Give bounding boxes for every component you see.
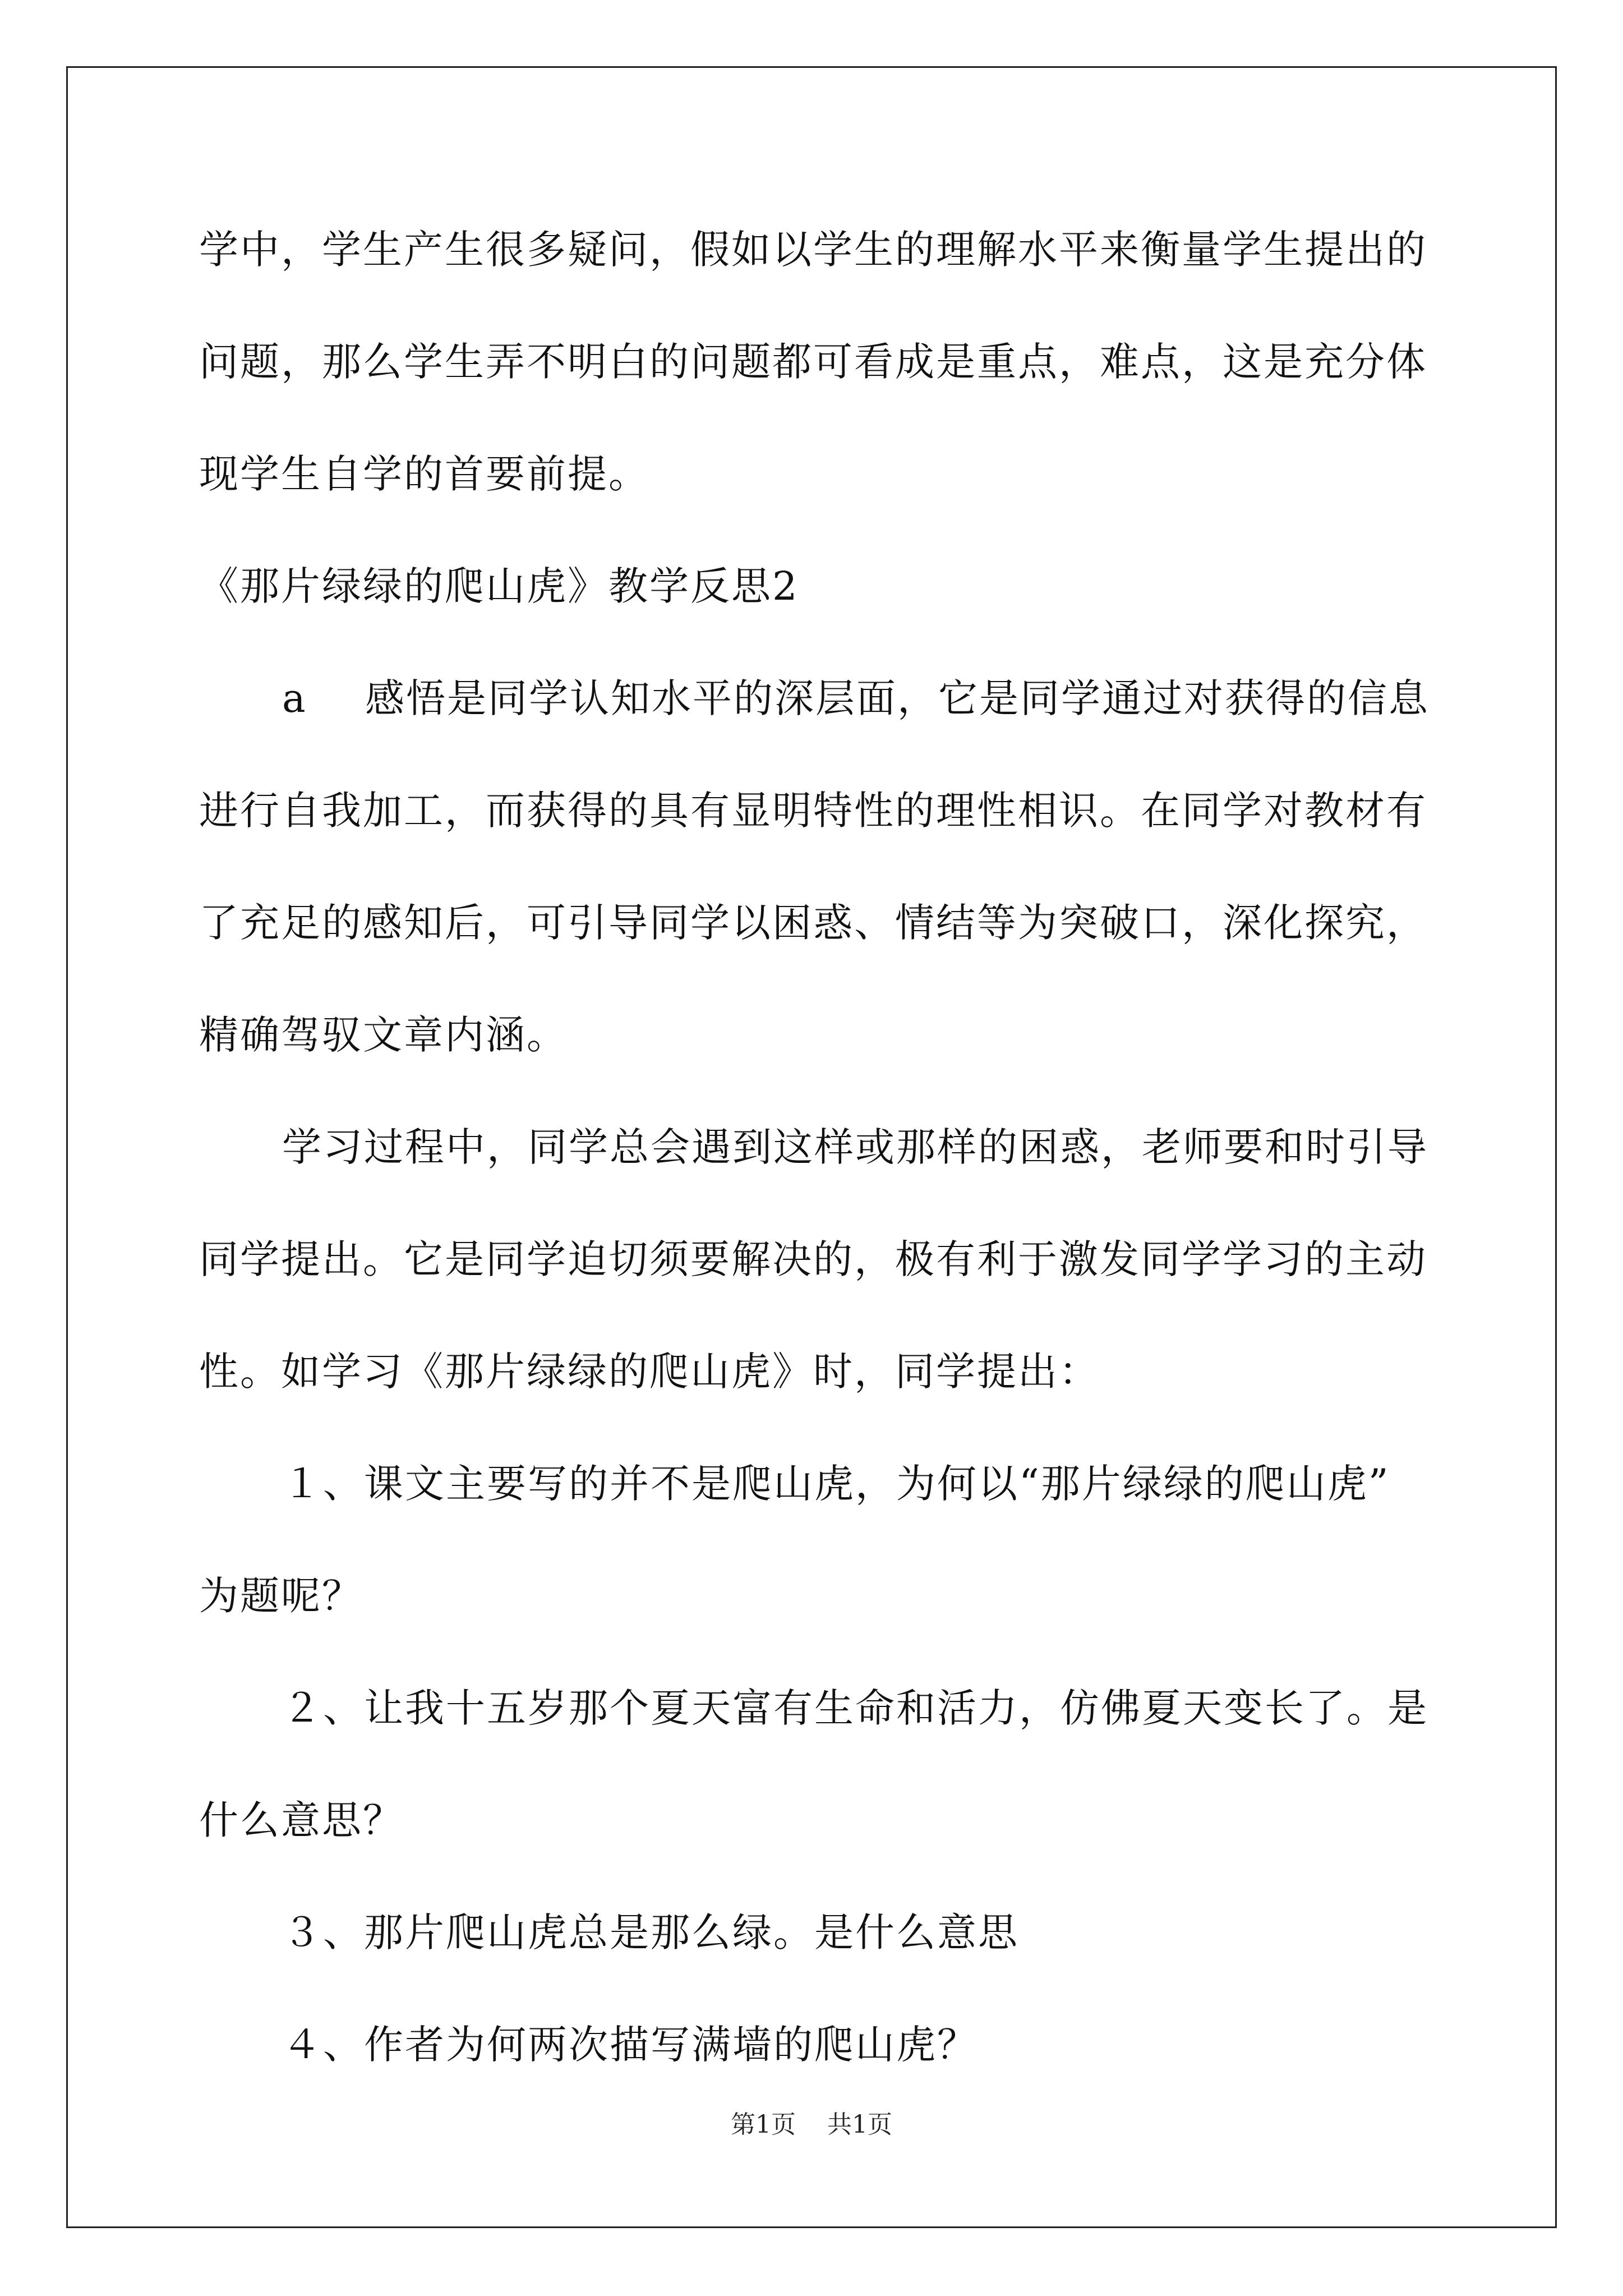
list-item-continuation: 为题呢？ [199,1573,363,1619]
paragraph-line: 学习过程中，同学总会遇到这样或那样的困惑，老师要和时引导 [282,1124,1428,1170]
paragraph-line: 性。如学习《那片绿绿的爬山虎》时，同学提出： [199,1349,1100,1395]
list-item: ２、让我十五岁那个夏天富有生命和活力，仿佛夏天变长了。是 [282,1685,1428,1731]
bullet-marker: a [282,675,307,721]
section-heading: 《那片绿绿的爬山虎》教学反思2 [199,563,799,609]
list-item: ３、那片爬山虎总是那么绿。是什么意思 [282,1910,1019,1955]
page-total: 共1页 [827,2110,892,2139]
paragraph-line [282,673,1430,724]
paragraph-line: 同学提出。它是同学迫切须要解决的，极有利于激发同学学习的主动 [199,1236,1427,1282]
paragraph-line-text: 感悟是同学认知水平的深层面，它是同学通过对获得的信息 [365,675,1430,721]
paragraph-line: 精确驾驭文章内涵。 [199,1012,568,1058]
paragraph-line: 现学生自学的首要前提。 [199,451,649,497]
list-item: １、课文主要写的并不是爬山虎，为何以“那片绿绿的爬山虎” [282,1461,1390,1507]
paragraph-line: 进行自我加工，而获得的具有显明特性的理性相识。在同学对教材有 [199,788,1427,834]
page-number: 第1页 [731,2110,796,2139]
paragraph-line: 了充足的感知后，可引导同学以困惑、情结等为突破口，深化探究， [199,900,1427,946]
page-footer [0,2108,1623,2142]
paragraph-line: 学中，学生产生很多疑问，假如以学生的理解水平来衡量学生提出的 [199,227,1427,273]
list-item-continuation: 什么意思？ [199,1797,404,1843]
paragraph-line: 问题，那么学生弄不明白的问题都可看成是重点，难点，这是充分体 [199,339,1427,385]
list-item: ４、作者为何两次描写满墙的爬山虎？ [282,2022,978,2068]
